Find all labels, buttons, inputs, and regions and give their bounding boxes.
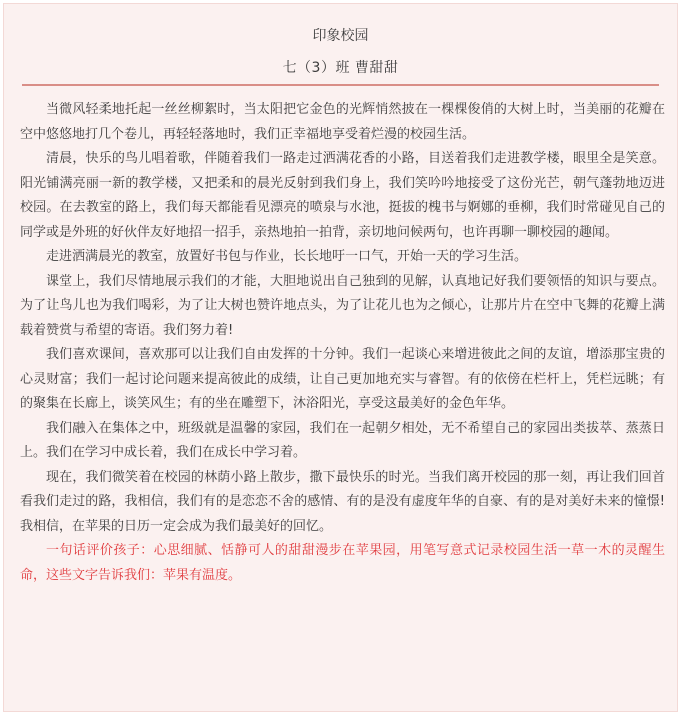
paragraph: 现在，我们微笑着在校园的林荫小路上散步，撒下最快乐的时光。当我们离开校园的那一刻，再让我们回首看我们走过的路，我相信，我们有的是恋恋不舍的感情、有的是没有虚度年华的自豪、有的是对美好未来的憧憬!我相信，在苹果的日历一定会成为我们最美好的回忆。 (20, 469, 665, 534)
article-header (4, 26, 677, 78)
article-title: 印象校园 (312, 28, 369, 44)
article-card (3, 3, 678, 712)
paragraph: 当微风轻柔地托起一丝丝柳絮时，当太阳把它金色的光辉悄然披在一棵棵俊俏的大树上时，当美丽的花瓣在空中悠悠地打几个卷儿，再轻轻落地时，我们正幸福地享受着烂漫的校园生活。 (20, 102, 665, 142)
article-body (20, 98, 665, 588)
teacher-comment: 一句话评价孩子：心思细腻、恬静可人的甜甜漫步在苹果园，用笔写意式记录校园生活一草一木的灵醒生命，这些文字告诉我们：苹果有温度。 (20, 543, 665, 583)
paragraph: 我们喜欢课间，喜欢那可以让我们自由发挥的十分钟。我们一起谈心来增进彼此之间的友谊，增添那宝贵的心灵财富；我们一起讨论问题来提高彼此的成绩，让自己更加地充实与睿智。有的依傍在栏杆上，凭栏远眺；有的聚集在长廊上，谈笑风生；有的坐在雕塑下，沐浴阳光，享受这最美好的金色年华。 (20, 347, 665, 411)
header-divider (22, 84, 659, 86)
paragraph: 走进洒满晨光的教室，放置好书包与作业，长长地吁一口气，开始一天的学习生活。 (46, 249, 528, 264)
paragraph: 我们融入在集体之中，班级就是温馨的家园，我们在一起朝夕相处，无不希望自己的家园出类拔萃、蒸蒸日上。我们在学习中成长着，我们在成长中学习着。 (20, 420, 665, 460)
paragraph: 清晨，快乐的鸟儿唱着歌，伴随着我们一路走过洒满花香的小路，目送着我们走进教学楼，眼里全是笑意。阳光铺满亮丽一新的教学楼，又把柔和的晨光反射到我们身上，我们笑吟吟地接受了这份光芒，朝气蓬勃地迈进校园。在去教室的路上，我们每天都能看见漂亮的喷泉与水池，挺拔的槐书与婀娜的垂柳，我们时常碰见自己的同学或是外班的好伙伴友好地招一招手，亲热地拍一拍背，亲切地问候两句，也许再聊一聊校园的趣闻。 (20, 151, 665, 240)
paragraph: 课堂上，我们尽情地展示我们的才能，大胆地说出自己独到的见解，认真地记好我们要领悟的知识与要点。为了让鸟儿也为我们喝彩，为了让大树也赞许地点头，为了让花儿也为之倾心，让那片片在空中飞舞的花瓣上满载着赞赏与希望的寄语。我们努力着! (20, 273, 665, 338)
article-byline: 七（3）班 曹甜甜 (282, 60, 399, 76)
